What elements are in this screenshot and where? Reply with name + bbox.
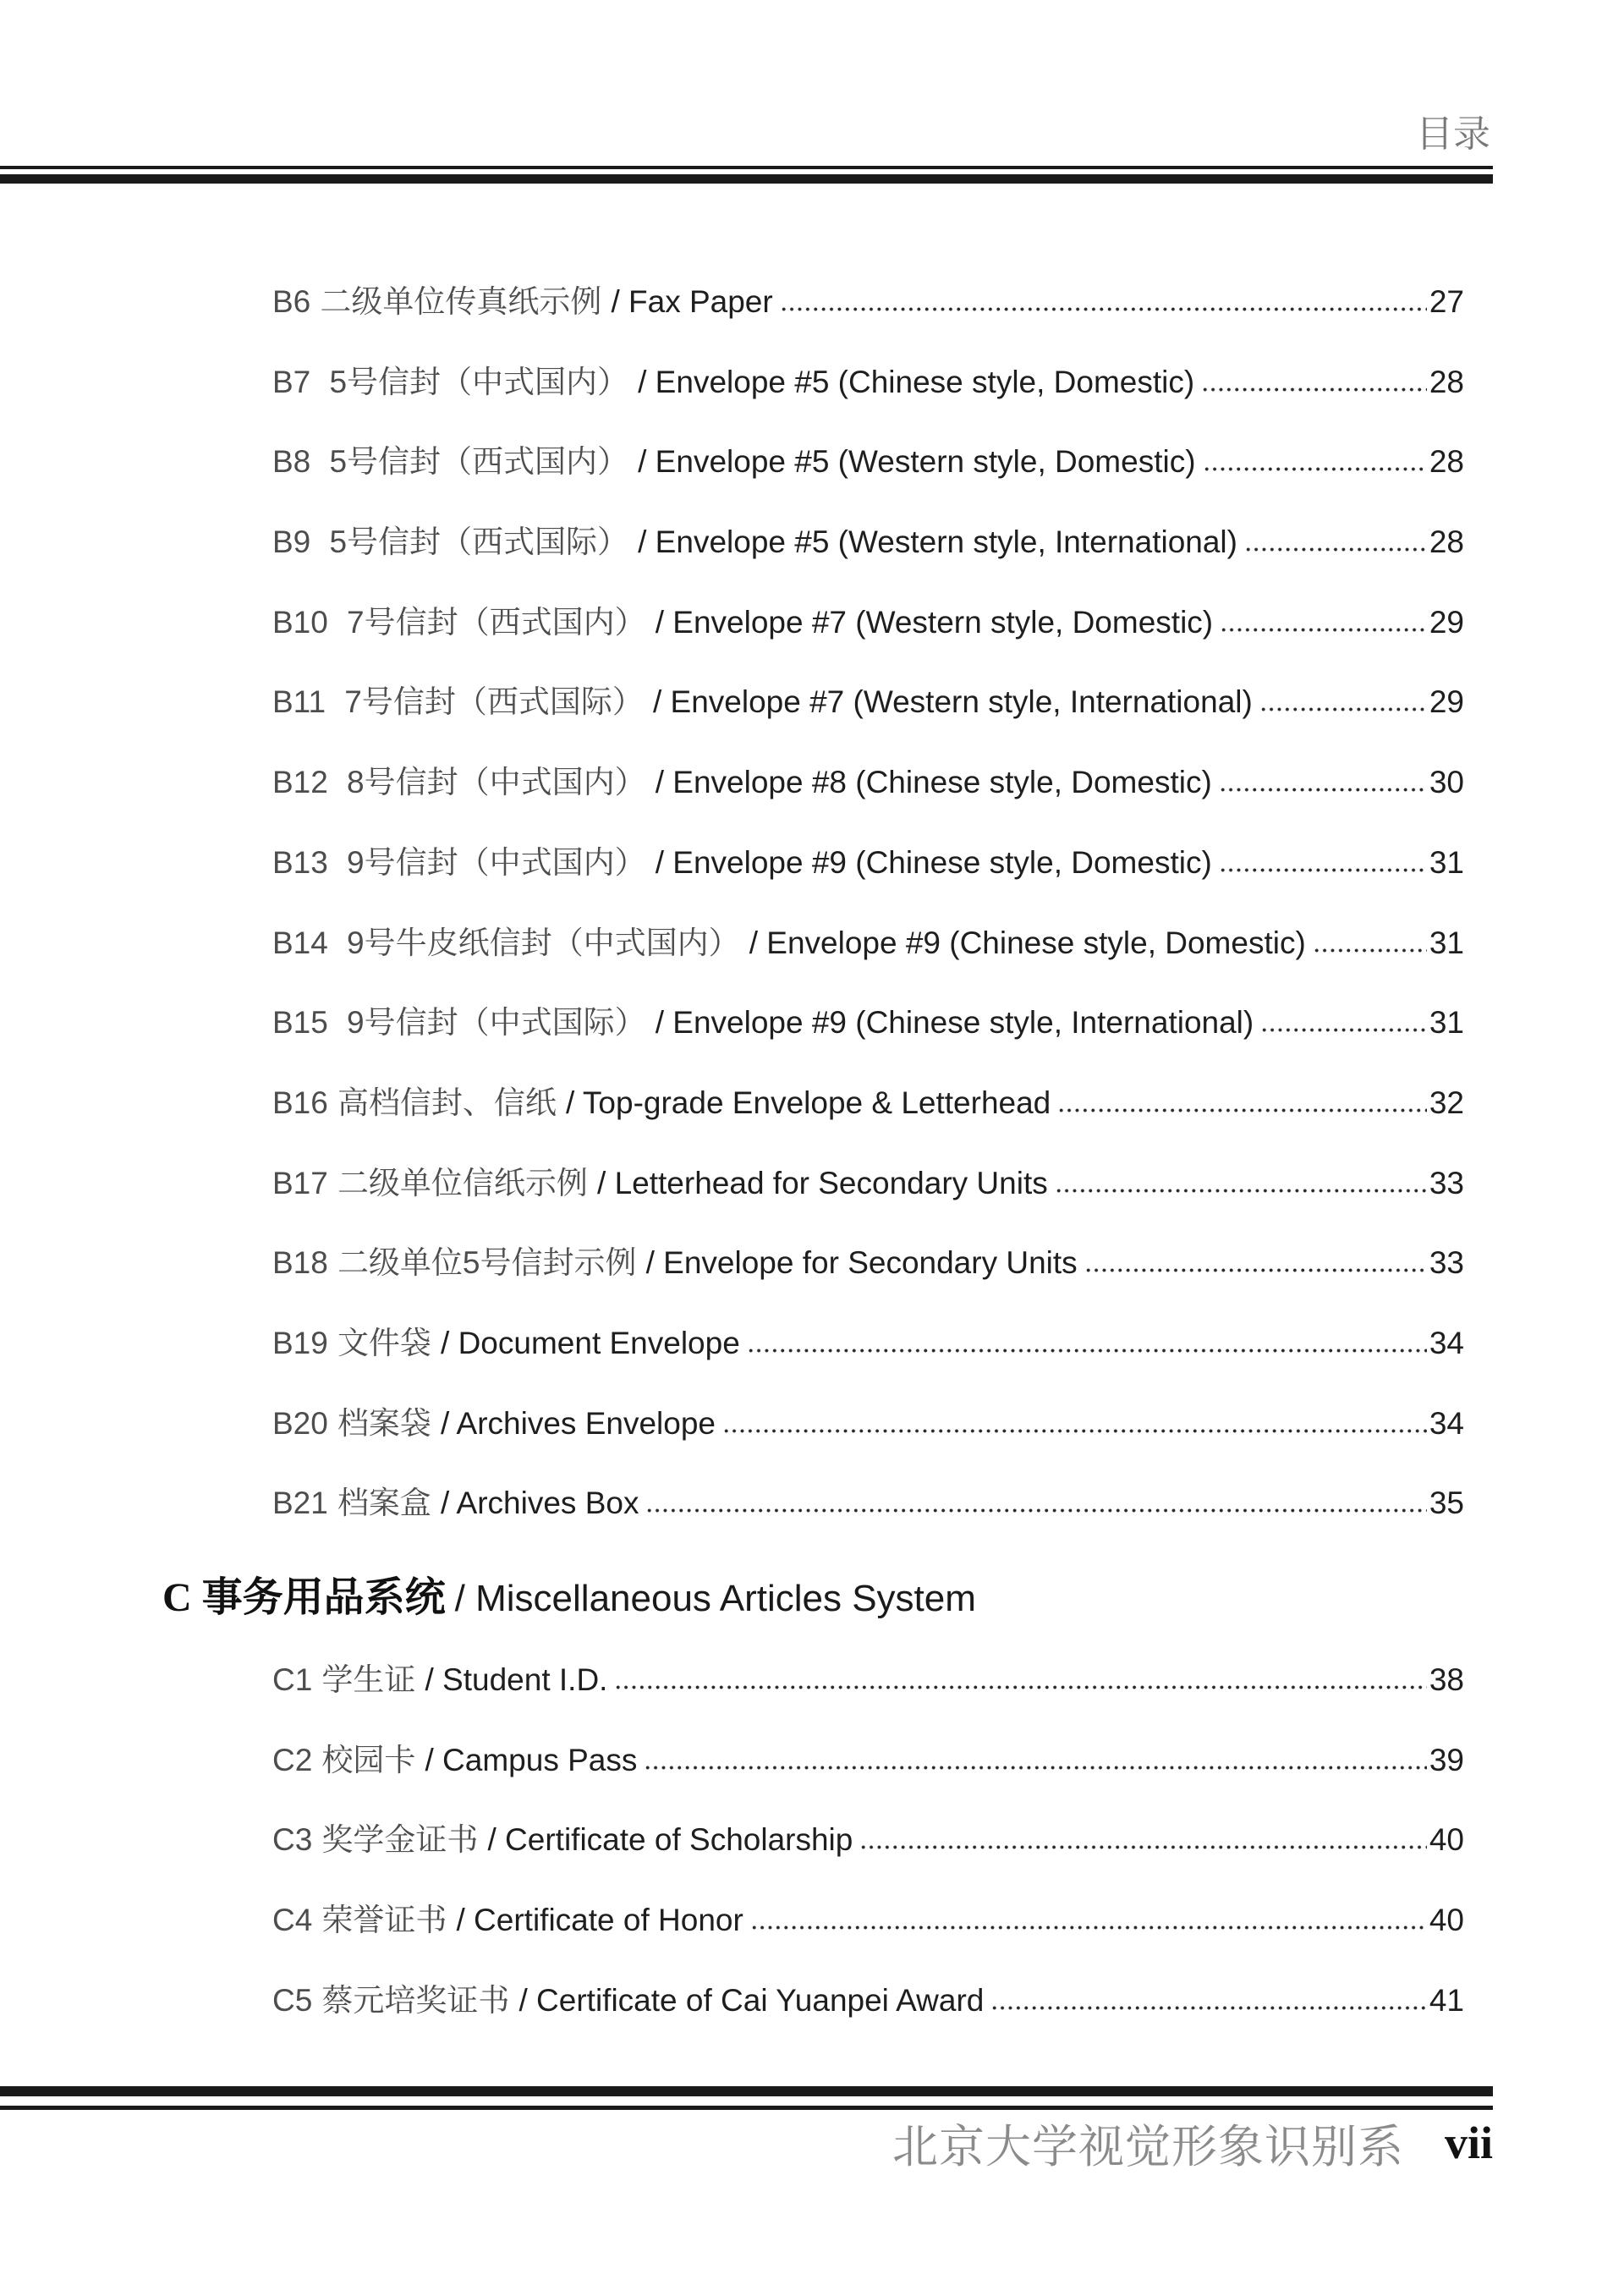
- entry-title-cn: 7号信封（西式国内）: [347, 604, 646, 640]
- toc-entry-b10: [272, 583, 1464, 663]
- page-number: vii: [1444, 2117, 1493, 2168]
- toc-entry-b19: [272, 1304, 1464, 1384]
- entry-page-number: 31: [1429, 1005, 1464, 1041]
- entry-title-en: / Fax Paper: [611, 284, 773, 319]
- dot-leader: [1244, 547, 1427, 552]
- section-heading-c: [162, 1544, 1464, 1640]
- toc-section-b-entries: [272, 262, 1464, 1544]
- entry-code: B12: [272, 765, 328, 800]
- entry-page-number: 40: [1429, 1903, 1464, 1938]
- entry-code: B15: [272, 1005, 328, 1041]
- dot-leader: [990, 2005, 1426, 2011]
- footer-rule-thick: [0, 2086, 1493, 2096]
- toc-entry-b20: [272, 1384, 1464, 1464]
- entry-page-number: 39: [1429, 1742, 1464, 1777]
- toc-entry-b16: [272, 1063, 1464, 1144]
- entry-title-en: / Certificate of Honor: [456, 1903, 743, 1938]
- entry-code: B13: [272, 844, 328, 880]
- entry-title-cn: 二级单位5号信封示例: [337, 1245, 637, 1281]
- entry-page-number: 28: [1429, 444, 1464, 480]
- entry-code: C5: [272, 1982, 313, 2018]
- entry-title-en: / Campus Pass: [425, 1742, 638, 1777]
- dot-leader: [614, 1684, 1426, 1690]
- dot-leader: [1055, 1188, 1427, 1194]
- entry-code: B11: [272, 684, 326, 720]
- dot-leader: [722, 1428, 1427, 1434]
- dot-leader: [644, 1765, 1426, 1771]
- dot-leader: [780, 306, 1427, 312]
- header-rule-thick: [0, 174, 1493, 184]
- toc-entry-b7: [272, 343, 1464, 423]
- dot-leader: [1057, 1107, 1427, 1113]
- header-rule-thin: [0, 166, 1493, 169]
- entry-title-en: / Certificate of Scholarship: [487, 1822, 853, 1858]
- entry-page-number: 34: [1429, 1325, 1464, 1360]
- entry-title-en: / Archives Box: [441, 1486, 639, 1521]
- entry-title-en: / Envelope #5 (Chinese style, Domestic): [638, 364, 1195, 399]
- entry-page-number: 27: [1429, 284, 1464, 319]
- entry-code: C1: [272, 1662, 313, 1697]
- entry-title-cn: 高档信封、信纸: [337, 1085, 557, 1120]
- toc-entry-b15: [272, 983, 1464, 1063]
- dot-leader: [1313, 948, 1427, 953]
- entry-title-cn: 二级单位传真纸示例: [320, 284, 602, 319]
- entry-title-en: / Envelope #9 (Chinese style, Domestic): [749, 925, 1306, 960]
- entry-title-en: / Student I.D.: [425, 1662, 608, 1697]
- entry-code: B10: [272, 604, 328, 640]
- entry-page-number: 32: [1429, 1085, 1464, 1120]
- entry-title-cn: 7号信封（西式国际）: [344, 684, 644, 720]
- toc-entry-c2: [272, 1721, 1464, 1801]
- toc-entry-b17: [272, 1144, 1464, 1224]
- entry-title-cn: 校园卡: [321, 1742, 416, 1777]
- toc-entry-b18: [272, 1223, 1464, 1304]
- entry-page-number: 28: [1429, 364, 1464, 399]
- entry-code: B6: [272, 284, 311, 319]
- toc-entry-b14: [272, 904, 1464, 984]
- toc-entry-b9: [272, 503, 1464, 583]
- footer-rule-thin: [0, 2106, 1493, 2110]
- dot-leader: [1219, 867, 1427, 873]
- entry-title-cn: 二级单位信纸示例: [337, 1165, 588, 1200]
- entry-title-en: / Document Envelope: [441, 1325, 740, 1360]
- entry-code: C3: [272, 1822, 313, 1858]
- entry-title-cn: 文件袋: [337, 1325, 431, 1360]
- entry-title-cn: 5号信封（西式国际）: [329, 525, 629, 560]
- dot-leader: [1219, 787, 1427, 793]
- running-header-title: 目录: [1416, 113, 1490, 155]
- entry-code: B8: [272, 444, 311, 480]
- entry-title-cn: 档案袋: [337, 1405, 431, 1441]
- entry-title-en: / Envelope #5 (Western style, Domestic): [638, 444, 1196, 480]
- entry-code: B16: [272, 1085, 328, 1120]
- entry-page-number: 31: [1429, 925, 1464, 960]
- entry-title-en: / Letterhead for Secondary Units: [597, 1165, 1048, 1200]
- entry-title-cn: 荣誉证书: [321, 1903, 447, 1938]
- toc-entry-c4: [272, 1881, 1464, 1961]
- entry-page-number: 41: [1429, 1982, 1464, 2018]
- entry-title-cn: 奖学金证书: [321, 1822, 479, 1858]
- entry-title-cn: 蔡元培奖证书: [321, 1982, 510, 2018]
- entry-code: B20: [272, 1405, 328, 1441]
- table-of-contents: [162, 262, 1464, 2041]
- entry-page-number: 38: [1429, 1662, 1464, 1697]
- dot-leader: [1201, 387, 1427, 393]
- toc-section-c-entries: [272, 1640, 1464, 2041]
- entry-title-en: / Certificate of Cai Yuanpei Award: [518, 1982, 985, 2018]
- entry-page-number: 28: [1429, 525, 1464, 560]
- dot-leader: [1260, 1027, 1427, 1033]
- entry-page-number: 33: [1429, 1245, 1464, 1281]
- entry-title-en: / Envelope #9 (Chinese style, International): [655, 1005, 1254, 1041]
- entry-code: B19: [272, 1325, 328, 1360]
- entry-page-number: 30: [1429, 765, 1464, 800]
- entry-title-en: / Envelope #7 (Western style, Domestic): [655, 604, 1214, 640]
- entry-page-number: 34: [1429, 1405, 1464, 1441]
- toc-entry-b8: [272, 422, 1464, 503]
- entry-title-en: / Archives Envelope: [441, 1405, 716, 1441]
- entry-title-cn: 5号信封（西式国内）: [329, 444, 629, 480]
- dot-leader: [750, 1925, 1427, 1931]
- toc-entry-b6: [272, 262, 1464, 343]
- entry-code: C4: [272, 1903, 313, 1938]
- dot-leader: [1084, 1267, 1427, 1273]
- entry-code: B21: [272, 1486, 328, 1521]
- toc-entry-b13: [272, 823, 1464, 904]
- entry-title-cn: 9号牛皮纸信封（中式国内）: [347, 925, 740, 960]
- entry-title-en: / Envelope #7 (Western style, International): [652, 684, 1253, 720]
- entry-title-cn: 5号信封（中式国内）: [329, 364, 629, 399]
- entry-code: B17: [272, 1165, 328, 1200]
- entry-title-en: / Envelope #8 (Chinese style, Domestic): [655, 765, 1212, 800]
- entry-code: B14: [272, 925, 328, 960]
- dot-leader: [645, 1508, 1426, 1513]
- entry-code: B7: [272, 364, 311, 399]
- toc-entry-c3: [272, 1800, 1464, 1881]
- running-footer: [892, 2115, 1493, 2171]
- entry-title-en: / Envelope #9 (Chinese style, Domestic): [655, 844, 1212, 880]
- entry-page-number: 29: [1429, 684, 1464, 720]
- entry-code: B18: [272, 1245, 328, 1281]
- toc-entry-c1: [272, 1640, 1464, 1721]
- entry-page-number: 33: [1429, 1165, 1464, 1200]
- entry-page-number: 40: [1429, 1822, 1464, 1858]
- entry-code: C2: [272, 1742, 313, 1777]
- entry-title-cn: 8号信封（中式国内）: [347, 765, 646, 800]
- toc-entry-c5: [272, 1961, 1464, 2041]
- entry-title-en: / Top-grade Envelope & Letterhead: [566, 1085, 1051, 1120]
- toc-entry-b12: [272, 743, 1464, 823]
- entry-code: B9: [272, 525, 311, 560]
- dot-leader: [859, 1844, 1426, 1850]
- running-footer-title: 北京大学视觉形象识别系: [892, 2121, 1404, 2172]
- dot-leader: [1203, 466, 1427, 472]
- entry-title-cn: 学生证: [321, 1662, 416, 1697]
- entry-title-en: / Envelope #5 (Western style, International): [638, 525, 1237, 560]
- entry-page-number: 29: [1429, 604, 1464, 640]
- entry-page-number: 31: [1429, 844, 1464, 880]
- dot-leader: [1220, 627, 1427, 633]
- toc-entry-b11: [272, 662, 1464, 743]
- section-heading-en: / Miscellaneous Articles System: [454, 1578, 976, 1619]
- entry-title-en: / Envelope for Secondary Units: [645, 1245, 1078, 1281]
- entry-title-cn: 9号信封（中式国际）: [347, 1005, 646, 1041]
- dot-leader: [747, 1348, 1427, 1354]
- entry-page-number: 35: [1429, 1486, 1464, 1521]
- entry-title-cn: 9号信封（中式国内）: [347, 844, 646, 880]
- entry-title-cn: 档案盒: [337, 1486, 431, 1521]
- dot-leader: [1259, 706, 1427, 712]
- toc-entry-b21: [272, 1464, 1464, 1544]
- section-heading-cn: C 事务用品系统: [162, 1575, 446, 1620]
